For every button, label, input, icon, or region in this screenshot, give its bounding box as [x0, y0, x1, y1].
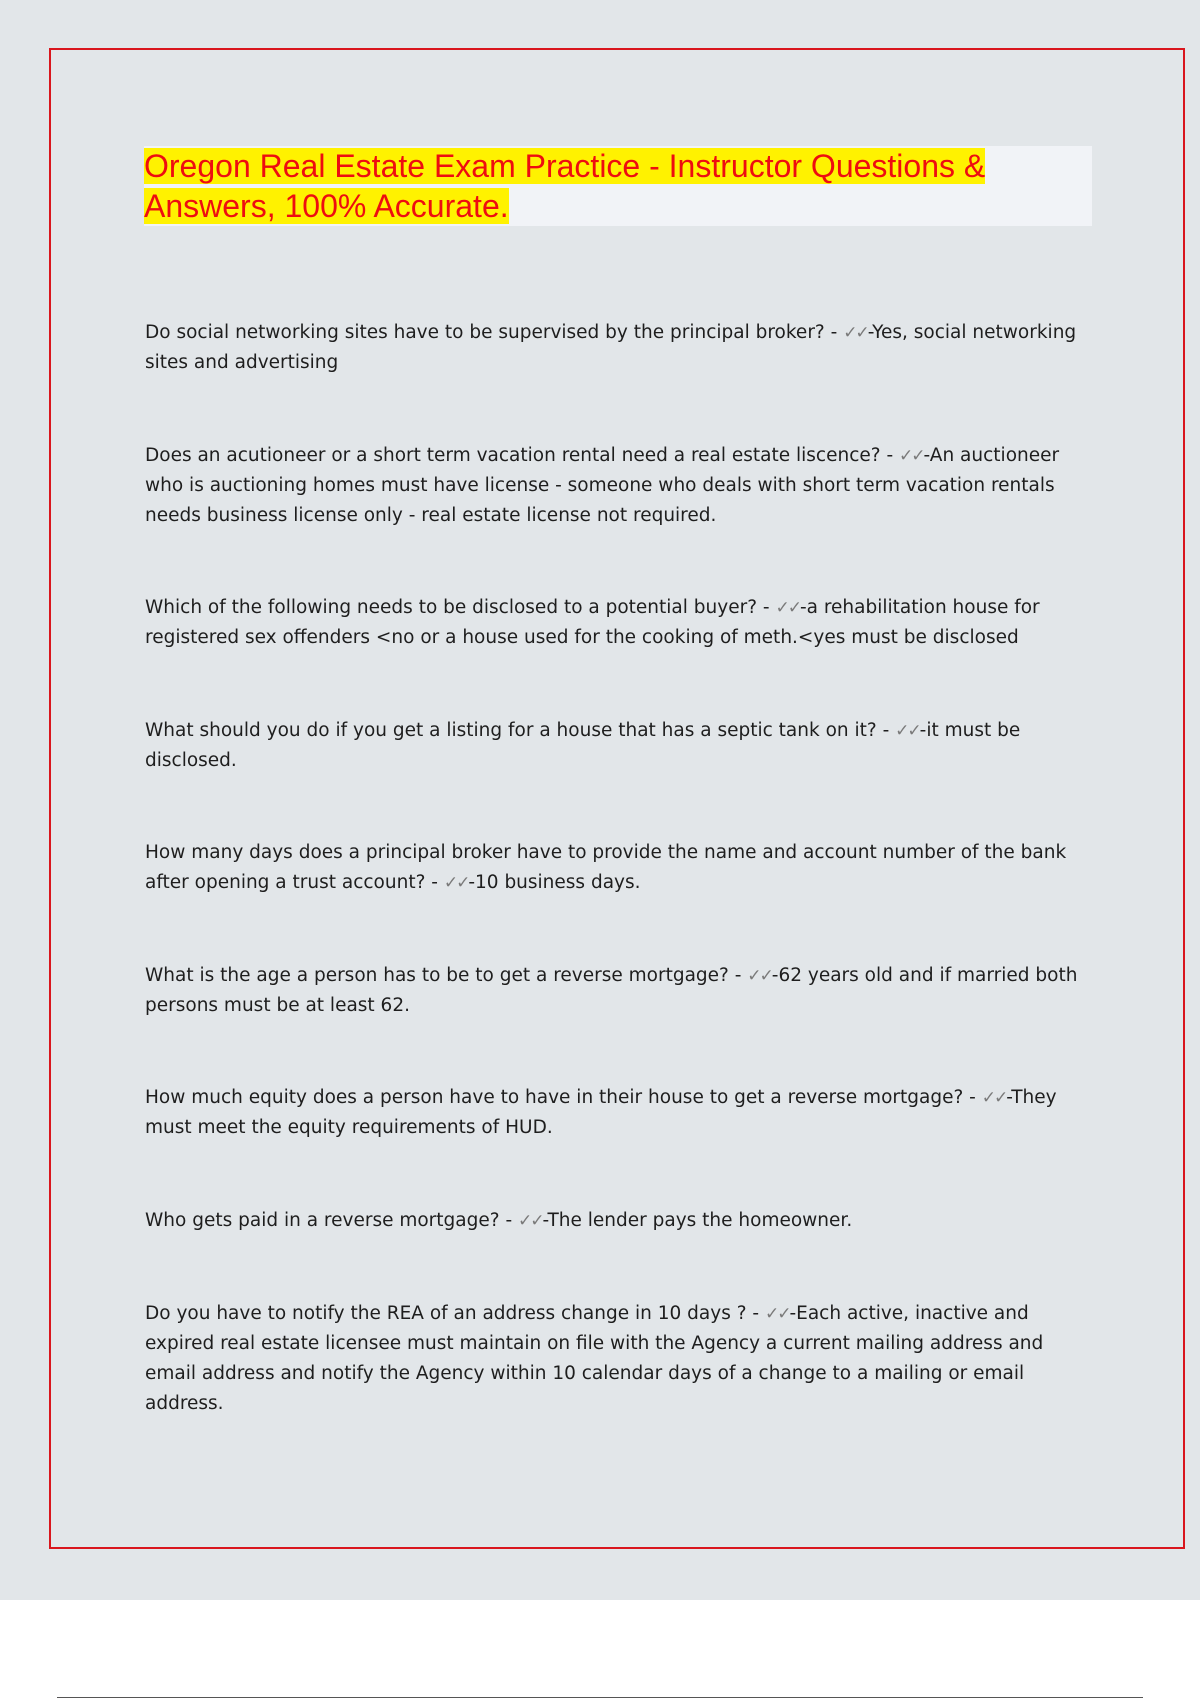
question-text: How much equity does a person have to have in their house to get a reverse mortgage? - — [145, 1087, 982, 1108]
qa-item — [145, 318, 1095, 378]
question-text: Do social networking sites have to be supervised by the principal broker? - — [145, 322, 844, 343]
double-check-icon: ✓✓ — [843, 323, 868, 343]
qa-item — [145, 593, 1095, 653]
qa-item — [145, 1083, 1095, 1143]
answer-text: -The lender pays the homeowner. — [542, 1210, 853, 1231]
qa-item — [145, 838, 1095, 898]
answer-text: -They must meet the equity requirements of HUD. — [145, 1087, 1057, 1138]
double-check-icon: ✓✓ — [747, 966, 772, 986]
title-highlight: Oregon Real Estate Exam Practice - Instructor Questions & Answers, 100% Accurate. — [144, 148, 986, 224]
question-text: How many days does a principal broker have to provide the name and account number of the bank after opening a trust account? - — [145, 842, 1067, 893]
double-check-icon: ✓✓ — [443, 873, 469, 893]
answer-text: -it must be disclosed. — [145, 720, 1021, 771]
qa-item — [145, 1299, 1095, 1419]
document-title — [144, 146, 1004, 226]
answer-text: -Yes, social networking sites and advertising — [145, 322, 1077, 373]
question-text: What is the age a person has to be to get a reverse mortgage? - — [145, 965, 748, 986]
answer-text: -62 years old and if married both persons must be at least 62. — [145, 965, 1078, 1016]
double-check-icon: ✓✓ — [895, 721, 920, 741]
question-text: What should you do if you get a listing for a house that has a septic tank on it? - — [145, 720, 896, 741]
double-check-icon: ✓✓ — [764, 1304, 790, 1324]
qa-item — [145, 441, 1095, 531]
qa-item — [145, 961, 1095, 1021]
question-text: Which of the following needs to be disclosed to a potential buyer? - — [145, 597, 776, 618]
qa-item — [145, 716, 1095, 776]
double-check-icon: ✓✓ — [899, 446, 924, 466]
question-text: Who gets paid in a reverse mortgage? - — [145, 1210, 518, 1231]
question-text: Do you have to notify the REA of an address change in 10 days ? - — [145, 1303, 765, 1324]
qa-item — [145, 1206, 1095, 1236]
answer-text: -Each active, inactive and expired real estate licensee must maintain on file with the Agency a current mailing address and email address and notify the Agency within 10 calendar days of a change to a mailing or email address. — [145, 1303, 1044, 1414]
double-check-icon: ✓✓ — [775, 598, 800, 618]
footer-divider — [57, 1697, 1143, 1698]
double-check-icon: ✓✓ — [518, 1211, 543, 1231]
double-check-icon: ✓✓ — [981, 1088, 1007, 1108]
question-text: Does an acutioneer or a short term vacation rental need a real estate liscence? - — [145, 445, 900, 466]
qa-list — [145, 318, 1095, 1419]
answer-text: -10 business days. — [468, 872, 641, 893]
title-block — [144, 146, 1092, 226]
answer-text: -An auctioneer who is auctioning homes must have license - someone who deals with short term vacation rentals needs business license only - real estate license not required. — [145, 445, 1060, 526]
answer-text: -a rehabilitation house for registered sex offenders <no or a house used for the cooking of meth.<yes must be disclosed — [145, 597, 1040, 648]
